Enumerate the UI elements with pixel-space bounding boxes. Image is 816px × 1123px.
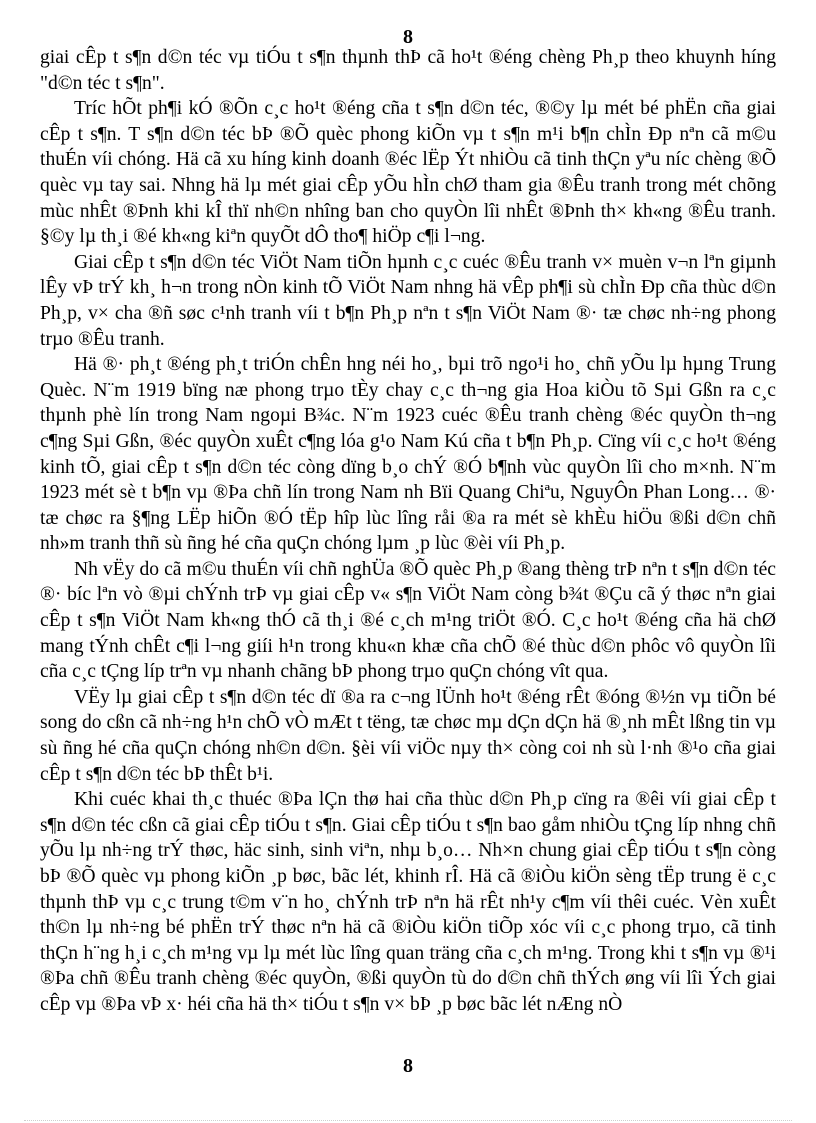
page-number-top: 8 xyxy=(403,26,413,48)
paragraph: VËy lµ giai cÊp t s¶n d©n téc dï ®a ra c¬ng lÜnh ho¹t ®éng rÊt ®óng ®½n vµ tiÕn bé song do cßn cã nh÷ng h¹n chÕ vÒ mÆt t tëng, tæ chøc mµ dÇn dÇn hä ®¸nh mÊt lßng tin vµ sù ñng hé cña quÇn chóng nh©n d©n. §èi víi viÖc nµy th× còng coi nh sù l·nh ®¹o cña giai cÊp t s¶n d©n téc bÞ thÊt b¹i. xyxy=(40,686,776,785)
paragraph: Tríc hÕt ph¶i kÓ ®Õn c¸c ho¹t ®éng cña t s¶n d©n téc, ®©y lµ mét bé phËn cña giai cÊp t s¶n. T s¶n d©n téc bÞ ®Õ quèc phong kiÕn vµ t s¶n m¹i b¶n chÌn Ðp nªn cã m©u thuÉn víi chóng. Hä cã xu híng kinh doanh ®éc lËp Ýt nhiÒu cã tinh thÇn yªu níc chèng ®Õ quèc vµ tay sai. Nhng hä lµ mét giai cÊp yÕu hÌn chØ tham gia ®Êu tranh trong mét chõng mùc nhÊt ®Þnh khi kÎ thï nh©n nhîng ban cho quyÒn lîi nhÊt ®Þnh th× kh«ng ®Êu tranh. §©y lµ th¸i ®é kh«ng kiªn quyÕt dÔ tho¶ hiÖp c¶i l¬ng. xyxy=(40,98,776,248)
page-number-bottom: 8 xyxy=(403,1055,413,1077)
paragraph: Khi cuéc khai th¸c thuéc ®Þa lÇn thø hai cña thùc d©n Ph¸p cïng ra ®êi víi giai cÊp t s¶n d©n téc cßn cã giai cÊp tiÓu t s¶n. Giai cÊp tiÓu t s¶n bao gåm nhiÒu tÇng líp nhng chñ yÕu lµ nh÷ng trÝ thøc, häc sinh, sinh viªn, nhµ b¸o… Nh×n chung giai cÊp tiÓu t s¶n còng bÞ ®Õ quèc vµ phong kiÕn ¸p bøc, bãc lét, khinh rÎ. Hä cã ®iÒu kiÖn sèng tËp trung ë c¸c thµnh thÞ vµ c¸c trung t©m v¨n ho¸ chÝnh trÞ nªn hä rÊt nh¹y c¶m víi thêi cuéc. Vèn xuÊt th©n lµ nh÷ng bé phËn trÝ thøc nªn hä cã ®iÒu kiÖn tiÕp xóc víi c¸c phong trµo, cã tinh thÇn h¨ng h¸i c¸ch m¹ng vµ lµ mét lùc lîng quan träng cña c¸ch m¹ng. Trong khi t s¶n vµ ®¹i ®Þa chñ ®Êu tranh chèng ®éc quyÒn, ®ßi quyÒn tù do d©n chñ thÝch øng víi lîi Ých giai cÊp vµ ®Þa vÞ x· héi cña hä th× tiÓu t s¶n v× bÞ ¸p bøc bãc lét nÆng nÒ xyxy=(40,789,776,1015)
paragraph: Giai cÊp t s¶n d©n téc ViÖt Nam tiÕn hµnh c¸c cuéc ®Êu tranh v× muèn v¬n lªn giµnh lÊy vÞ trÝ kh¸ h¬n trong nÒn kinh tÕ ViÖt Nam nhng hä vÊp ph¶i sù chÌn Ðp cña thùc d©n Ph¸p, v× cha ®ñ søc c¹nh tranh víi t b¶n Ph¸p nªn t s¶n ViÖt Nam ®· tæ chøc nh÷ng phong trµo ®Êu tranh. xyxy=(40,251,776,350)
paragraph: giai cÊp t s¶n d©n téc vµ tiÓu t s¶n thµnh thÞ cã ho¹t ®éng chèng Ph¸p theo khuynh híng "d©n téc t s¶n". xyxy=(40,47,776,94)
paragraph: Nh vËy do cã m©u thuÉn víi chñ nghÜa ®Õ quèc Ph¸p ®ang thèng trÞ nªn t s¶n d©n téc ®· bíc lªn vò ®µi chÝnh trÞ vµ giai cÊp v« s¶n ViÖt Nam còng b¾t ®Çu cã ý thøc nªn giai cÊp t s¶n ViÖt Nam kh«ng thÓ cã th¸i ®é c¸ch m¹ng triÖt ®Ó. C¸c ho¹t ®éng cña hä chØ mang tÝnh chÊt c¶i l¬ng giíi h¹n trong khu«n khæ cña chÕ ®é thùc d©n phôc vô quyÒn lîi cña c¸c tÇng líp trªn vµ nhanh chãng bÞ phong trµo quÇn chóng vît qua. xyxy=(40,558,776,683)
paragraph: Hä ®· ph¸t ®éng ph¸t triÓn chÊn hng néi ho¸, bµi trõ ngo¹i ho¸ chñ yÕu lµ hµng Trung Quèc. N¨m 1919 bïng næ phong trµo tÈy chay c¸c th¬ng gia Hoa kiÒu tõ Sµi Gßn ra c¸c thµnh phè lín trong Nam ngoµi B¾c. N¨m 1923 cuéc ®Êu tranh chèng ®éc quyÒn th¬ng c¶ng Sµi Gßn, ®éc quyÒn xuÊt c¶ng lóa g¹o Nam Kú cña t b¶n Ph¸p. Cïng víi c¸c ho¹t ®éng kinh tÕ, giai cÊp t s¶n d©n téc còng dïng b¸o chÝ ®Ó b¶nh vùc quyÒn lîi cho m×nh. N¨m 1923 mét sè t b¶n vµ ®Þa chñ lín trong Nam nh Bïi Quang Chiªu, NguyÔn Phan Long… ®· tæ chøc ra §¶ng LËp hiÕn ®Ó tËp hîp lùc lîng råi ®a ra mét sè khÈu hiÖu ®ßi d©n chñ nh»m tranh thñ sù ñng hé cña quÇn chóng lµm ¸p lùc ®èi víi Ph¸p. xyxy=(40,354,776,555)
footer-divider xyxy=(24,1120,792,1121)
document-body xyxy=(40,45,776,1018)
